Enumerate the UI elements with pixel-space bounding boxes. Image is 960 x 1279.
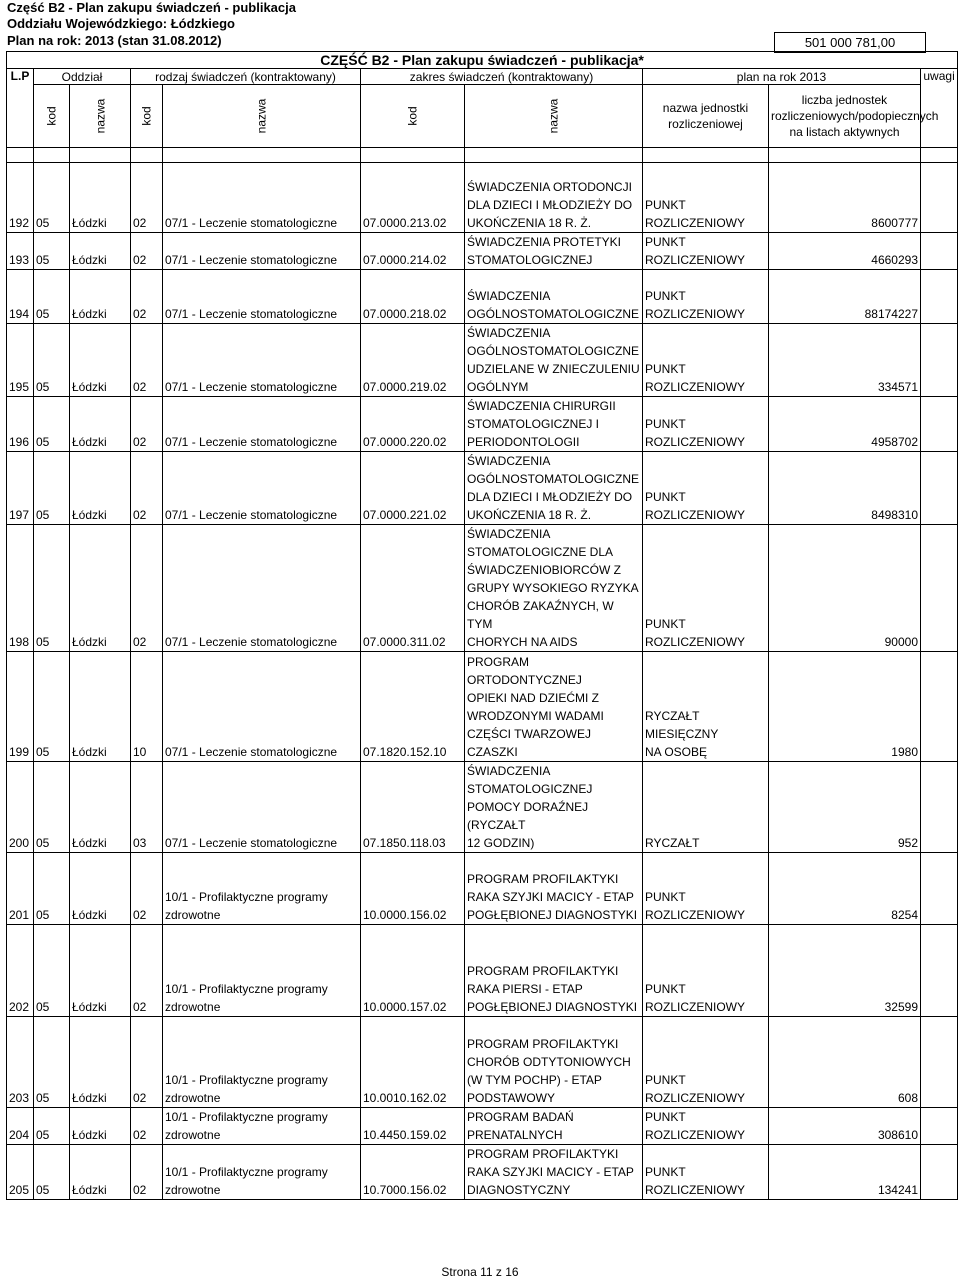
row-jednostka: PUNKT ROZLICZENIOWY <box>643 163 769 233</box>
row-liczba: 8600777 <box>769 163 921 233</box>
row-zakres-kod: 07.0000.221.02 <box>361 452 465 525</box>
row-uwagi <box>921 925 958 1017</box>
row-liczba: 4660293 <box>769 233 921 270</box>
row-oddzial-nazwa: Łódzki <box>70 452 131 525</box>
row-liczba: 334571 <box>769 324 921 397</box>
row-oddzial-kod: 05 <box>34 762 70 853</box>
row-zakres-nazwa: PROGRAM ORTODONTYCZNEJ OPIEKI NAD DZIEĆMI Z WRODZONYMI WADAMI CZĘŚCI TWARZOWEJ CZASZKI <box>465 652 643 762</box>
row-zakres-nazwa: ŚWIADCZENIA ORTODONCJI DLA DZIECI I MŁODZIEŻY DO UKOŃCZENIA 18 R. Ż. <box>465 163 643 233</box>
total-amount: 501 000 781,00 <box>774 32 926 53</box>
row-oddzial-nazwa: Łódzki <box>70 397 131 452</box>
col-nazwa-oddzial: nazwa <box>70 85 131 148</box>
row-rodzaj-nazwa: 10/1 - Profilaktyczne programy zdrowotne <box>163 1145 361 1200</box>
row-uwagi <box>921 452 958 525</box>
row-lp: 200 <box>7 762 34 853</box>
row-oddzial-kod: 05 <box>34 1108 70 1145</box>
row-oddzial-nazwa: Łódzki <box>70 853 131 925</box>
plan-header: plan na rok 2013 <box>643 69 921 85</box>
row-zakres-nazwa: PROGRAM PROFILAKTYKI RAKA SZYJKI MACICY - ETAP DIAGNOSTYCZNY <box>465 1145 643 1200</box>
row-zakres-nazwa: ŚWIADCZENIA STOMATOLOGICZNEJ POMOCY DORAŹNEJ (RYCZAŁT 12 GODZIN) <box>465 762 643 853</box>
row-jednostka: RYCZAŁT MIESIĘCZNY NA OSOBĘ <box>643 652 769 762</box>
table-row <box>7 324 958 397</box>
row-jednostka: PUNKT ROZLICZENIOWY <box>643 1145 769 1200</box>
header-spacer <box>7 148 958 163</box>
row-liczba: 88174227 <box>769 270 921 324</box>
row-rodzaj-nazwa: 07/1 - Leczenie stomatologiczne <box>163 163 361 233</box>
row-lp: 199 <box>7 652 34 762</box>
row-oddzial-kod: 05 <box>34 270 70 324</box>
row-rodzaj-nazwa: 07/1 - Leczenie stomatologiczne <box>163 233 361 270</box>
row-zakres-kod: 07.0000.219.02 <box>361 324 465 397</box>
oddzial-header: Oddział <box>34 69 131 85</box>
row-zakres-nazwa: ŚWIADCZENIA OGÓLNOSTOMATOLOGICZNE DLA DZIECI I MŁODZIEŻY DO UKOŃCZENIA 18 R. Ż. <box>465 452 643 525</box>
row-uwagi <box>921 525 958 652</box>
row-rodzaj-nazwa: 10/1 - Profilaktyczne programy zdrowotne <box>163 853 361 925</box>
row-zakres-kod: 07.1820.152.10 <box>361 652 465 762</box>
row-jednostka: RYCZAŁT <box>643 762 769 853</box>
row-liczba: 90000 <box>769 525 921 652</box>
row-zakres-kod: 07.1850.118.03 <box>361 762 465 853</box>
row-rodzaj-kod: 02 <box>131 525 163 652</box>
table-row <box>7 163 958 233</box>
row-zakres-nazwa: PROGRAM PROFILAKTYKI CHORÓB ODTYTONIOWYCH (W TYM POCHP) - ETAP PODSTAWOWY <box>465 1017 643 1108</box>
row-liczba: 134241 <box>769 1145 921 1200</box>
row-zakres-kod: 10.7000.156.02 <box>361 1145 465 1200</box>
row-rodzaj-kod: 02 <box>131 853 163 925</box>
col-nazwa-zakres: nazwa <box>465 85 643 148</box>
row-zakres-nazwa: PROGRAM PROFILAKTYKI RAKA PIERSI - ETAP POGŁĘBIONEJ DIAGNOSTYKI <box>465 925 643 1017</box>
doc-title-line3: Plan na rok: 2013 (stan 31.08.2012) <box>7 33 222 48</box>
row-oddzial-nazwa: Łódzki <box>70 925 131 1017</box>
row-rodzaj-kod: 02 <box>131 163 163 233</box>
row-rodzaj-nazwa: 07/1 - Leczenie stomatologiczne <box>163 452 361 525</box>
zakres-header: zakres świadczeń (kontraktowany) <box>361 69 643 85</box>
table-body <box>7 148 958 1200</box>
row-uwagi <box>921 1145 958 1200</box>
table-title: CZĘŚĆ B2 - Plan zakupu świadczeń - publikacja* <box>7 52 958 69</box>
table-row <box>7 270 958 324</box>
row-uwagi <box>921 762 958 853</box>
row-rodzaj-kod: 10 <box>131 652 163 762</box>
row-lp: 193 <box>7 233 34 270</box>
row-lp: 201 <box>7 853 34 925</box>
row-jednostka: PUNKT ROZLICZENIOWY <box>643 452 769 525</box>
row-oddzial-nazwa: Łódzki <box>70 762 131 853</box>
row-rodzaj-kod: 02 <box>131 925 163 1017</box>
row-oddzial-nazwa: Łódzki <box>70 324 131 397</box>
row-zakres-nazwa: ŚWIADCZENIA OGÓLNOSTOMATOLOGICZNE <box>465 270 643 324</box>
row-rodzaj-kod: 02 <box>131 270 163 324</box>
page-footer: Strona 11 z 16 <box>441 1265 519 1279</box>
row-zakres-nazwa: PROGRAM BADAŃ PRENATALNYCH <box>465 1108 643 1145</box>
row-uwagi <box>921 1017 958 1108</box>
row-uwagi <box>921 324 958 397</box>
row-rodzaj-kod: 02 <box>131 1017 163 1108</box>
row-uwagi <box>921 853 958 925</box>
row-lp: 202 <box>7 925 34 1017</box>
row-lp: 203 <box>7 1017 34 1108</box>
row-liczba: 952 <box>769 762 921 853</box>
row-oddzial-kod: 05 <box>34 233 70 270</box>
col-jednostka: nazwa jednostki rozliczeniowej <box>643 85 769 148</box>
row-rodzaj-kod: 02 <box>131 233 163 270</box>
table-row <box>7 525 958 652</box>
row-liczba: 1980 <box>769 652 921 762</box>
row-oddzial-kod: 05 <box>34 853 70 925</box>
row-rodzaj-kod: 02 <box>131 397 163 452</box>
row-jednostka: PUNKT ROZLICZENIOWY <box>643 1017 769 1108</box>
row-jednostka: PUNKT ROZLICZENIOWY <box>643 270 769 324</box>
row-uwagi <box>921 270 958 324</box>
doc-title-line2: Oddziału Wojewódzkiego: Łódzkiego <box>7 16 235 31</box>
row-zakres-kod: 07.0000.213.02 <box>361 163 465 233</box>
row-jednostka: PUNKT ROZLICZENIOWY <box>643 525 769 652</box>
row-zakres-kod: 07.0000.311.02 <box>361 525 465 652</box>
rodzaj-header: rodzaj świadczeń (kontraktowany) <box>131 69 361 85</box>
row-oddzial-nazwa: Łódzki <box>70 1108 131 1145</box>
row-liczba: 32599 <box>769 925 921 1017</box>
table-row <box>7 925 958 1017</box>
row-oddzial-kod: 05 <box>34 925 70 1017</box>
row-rodzaj-kod: 02 <box>131 1108 163 1145</box>
row-zakres-nazwa: ŚWIADCZENIA STOMATOLOGICZNE DLA ŚWIADCZENIOBIORCÓW Z GRUPY WYSOKIEGO RYZYKA CHORÓB ZAKAŹNYCH, W TYM CHORYCH NA AIDS <box>465 525 643 652</box>
table-row <box>7 1017 958 1108</box>
row-liczba: 608 <box>769 1017 921 1108</box>
row-rodzaj-nazwa: 10/1 - Profilaktyczne programy zdrowotne <box>163 1108 361 1145</box>
row-liczba: 8254 <box>769 853 921 925</box>
table-row <box>7 452 958 525</box>
table-row <box>7 1145 958 1200</box>
row-zakres-nazwa: ŚWIADCZENIA OGÓLNOSTOMATOLOGICZNE UDZIELANE W ZNIECZULENIU OGÓLNYM <box>465 324 643 397</box>
col-liczba: liczba jednostek rozliczeniowych/podopiecznych na listach aktywnych <box>769 85 921 148</box>
row-rodzaj-nazwa: 07/1 - Leczenie stomatologiczne <box>163 324 361 397</box>
row-lp: 198 <box>7 525 34 652</box>
row-zakres-kod: 07.0000.214.02 <box>361 233 465 270</box>
row-zakres-kod: 07.0000.218.02 <box>361 270 465 324</box>
row-rodzaj-nazwa: 07/1 - Leczenie stomatologiczne <box>163 397 361 452</box>
row-zakres-nazwa: ŚWIADCZENIA CHIRURGII STOMATOLOGICZNEJ I PERIODONTOLOGII <box>465 397 643 452</box>
row-rodzaj-nazwa: 10/1 - Profilaktyczne programy zdrowotne <box>163 925 361 1017</box>
row-zakres-nazwa: ŚWIADCZENIA PROTETYKI STOMATOLOGICZNEJ <box>465 233 643 270</box>
table-row <box>7 1108 958 1145</box>
row-zakres-kod: 10.0000.156.02 <box>361 853 465 925</box>
row-oddzial-nazwa: Łódzki <box>70 652 131 762</box>
row-lp: 204 <box>7 1108 34 1145</box>
row-jednostka: PUNKT ROZLICZENIOWY <box>643 233 769 270</box>
row-liczba: 4958702 <box>769 397 921 452</box>
row-zakres-kod: 10.0010.162.02 <box>361 1017 465 1108</box>
row-oddzial-kod: 05 <box>34 452 70 525</box>
table-row <box>7 233 958 270</box>
row-rodzaj-nazwa: 07/1 - Leczenie stomatologiczne <box>163 525 361 652</box>
row-zakres-kod: 07.0000.220.02 <box>361 397 465 452</box>
row-oddzial-kod: 05 <box>34 163 70 233</box>
row-oddzial-nazwa: Łódzki <box>70 163 131 233</box>
row-uwagi <box>921 652 958 762</box>
row-uwagi <box>921 163 958 233</box>
row-lp: 196 <box>7 397 34 452</box>
row-rodzaj-kod: 02 <box>131 324 163 397</box>
row-rodzaj-nazwa: 07/1 - Leczenie stomatologiczne <box>163 762 361 853</box>
row-rodzaj-nazwa: 07/1 - Leczenie stomatologiczne <box>163 270 361 324</box>
lp-header: L.P <box>7 69 34 148</box>
row-oddzial-nazwa: Łódzki <box>70 270 131 324</box>
col-nazwa-rodzaj: nazwa <box>163 85 361 148</box>
row-oddzial-kod: 05 <box>34 1017 70 1108</box>
row-oddzial-kod: 05 <box>34 1145 70 1200</box>
row-liczba: 308610 <box>769 1108 921 1145</box>
row-rodzaj-kod: 03 <box>131 762 163 853</box>
row-jednostka: PUNKT ROZLICZENIOWY <box>643 324 769 397</box>
row-jednostka: PUNKT ROZLICZENIOWY <box>643 853 769 925</box>
col-kod-zakres: kod <box>361 85 465 148</box>
row-lp: 192 <box>7 163 34 233</box>
row-zakres-kod: 10.4450.159.02 <box>361 1108 465 1145</box>
row-lp: 194 <box>7 270 34 324</box>
row-uwagi <box>921 1108 958 1145</box>
table-row <box>7 853 958 925</box>
row-jednostka: PUNKT ROZLICZENIOWY <box>643 925 769 1017</box>
row-rodzaj-nazwa: 07/1 - Leczenie stomatologiczne <box>163 652 361 762</box>
row-oddzial-nazwa: Łódzki <box>70 1145 131 1200</box>
table-row <box>7 652 958 762</box>
row-liczba: 8498310 <box>769 452 921 525</box>
col-kod-rodzaj: kod <box>131 85 163 148</box>
row-rodzaj-kod: 02 <box>131 1145 163 1200</box>
row-oddzial-nazwa: Łódzki <box>70 1017 131 1108</box>
table-row <box>7 762 958 853</box>
row-uwagi <box>921 233 958 270</box>
row-rodzaj-nazwa: 10/1 - Profilaktyczne programy zdrowotne <box>163 1017 361 1108</box>
row-oddzial-kod: 05 <box>34 324 70 397</box>
row-rodzaj-kod: 02 <box>131 452 163 525</box>
row-zakres-nazwa: PROGRAM PROFILAKTYKI RAKA SZYJKI MACICY - ETAP POGŁĘBIONEJ DIAGNOSTYKI <box>465 853 643 925</box>
row-oddzial-kod: 05 <box>34 652 70 762</box>
plan-table <box>6 51 958 1200</box>
table-row <box>7 397 958 452</box>
row-jednostka: PUNKT ROZLICZENIOWY <box>643 1108 769 1145</box>
row-oddzial-nazwa: Łódzki <box>70 233 131 270</box>
row-jednostka: PUNKT ROZLICZENIOWY <box>643 397 769 452</box>
row-uwagi <box>921 397 958 452</box>
row-lp: 195 <box>7 324 34 397</box>
uwagi-header <box>921 69 958 148</box>
doc-title-line1: Część B2 - Plan zakupu świadczeń - publikacja <box>7 0 296 15</box>
row-lp: 205 <box>7 1145 34 1200</box>
row-oddzial-nazwa: Łódzki <box>70 525 131 652</box>
col-kod-oddzial: kod <box>34 85 70 148</box>
row-oddzial-kod: 05 <box>34 397 70 452</box>
uwagi-header-text: uwagi <box>923 69 955 83</box>
row-oddzial-kod: 05 <box>34 525 70 652</box>
row-zakres-kod: 10.0000.157.02 <box>361 925 465 1017</box>
row-lp: 197 <box>7 452 34 525</box>
